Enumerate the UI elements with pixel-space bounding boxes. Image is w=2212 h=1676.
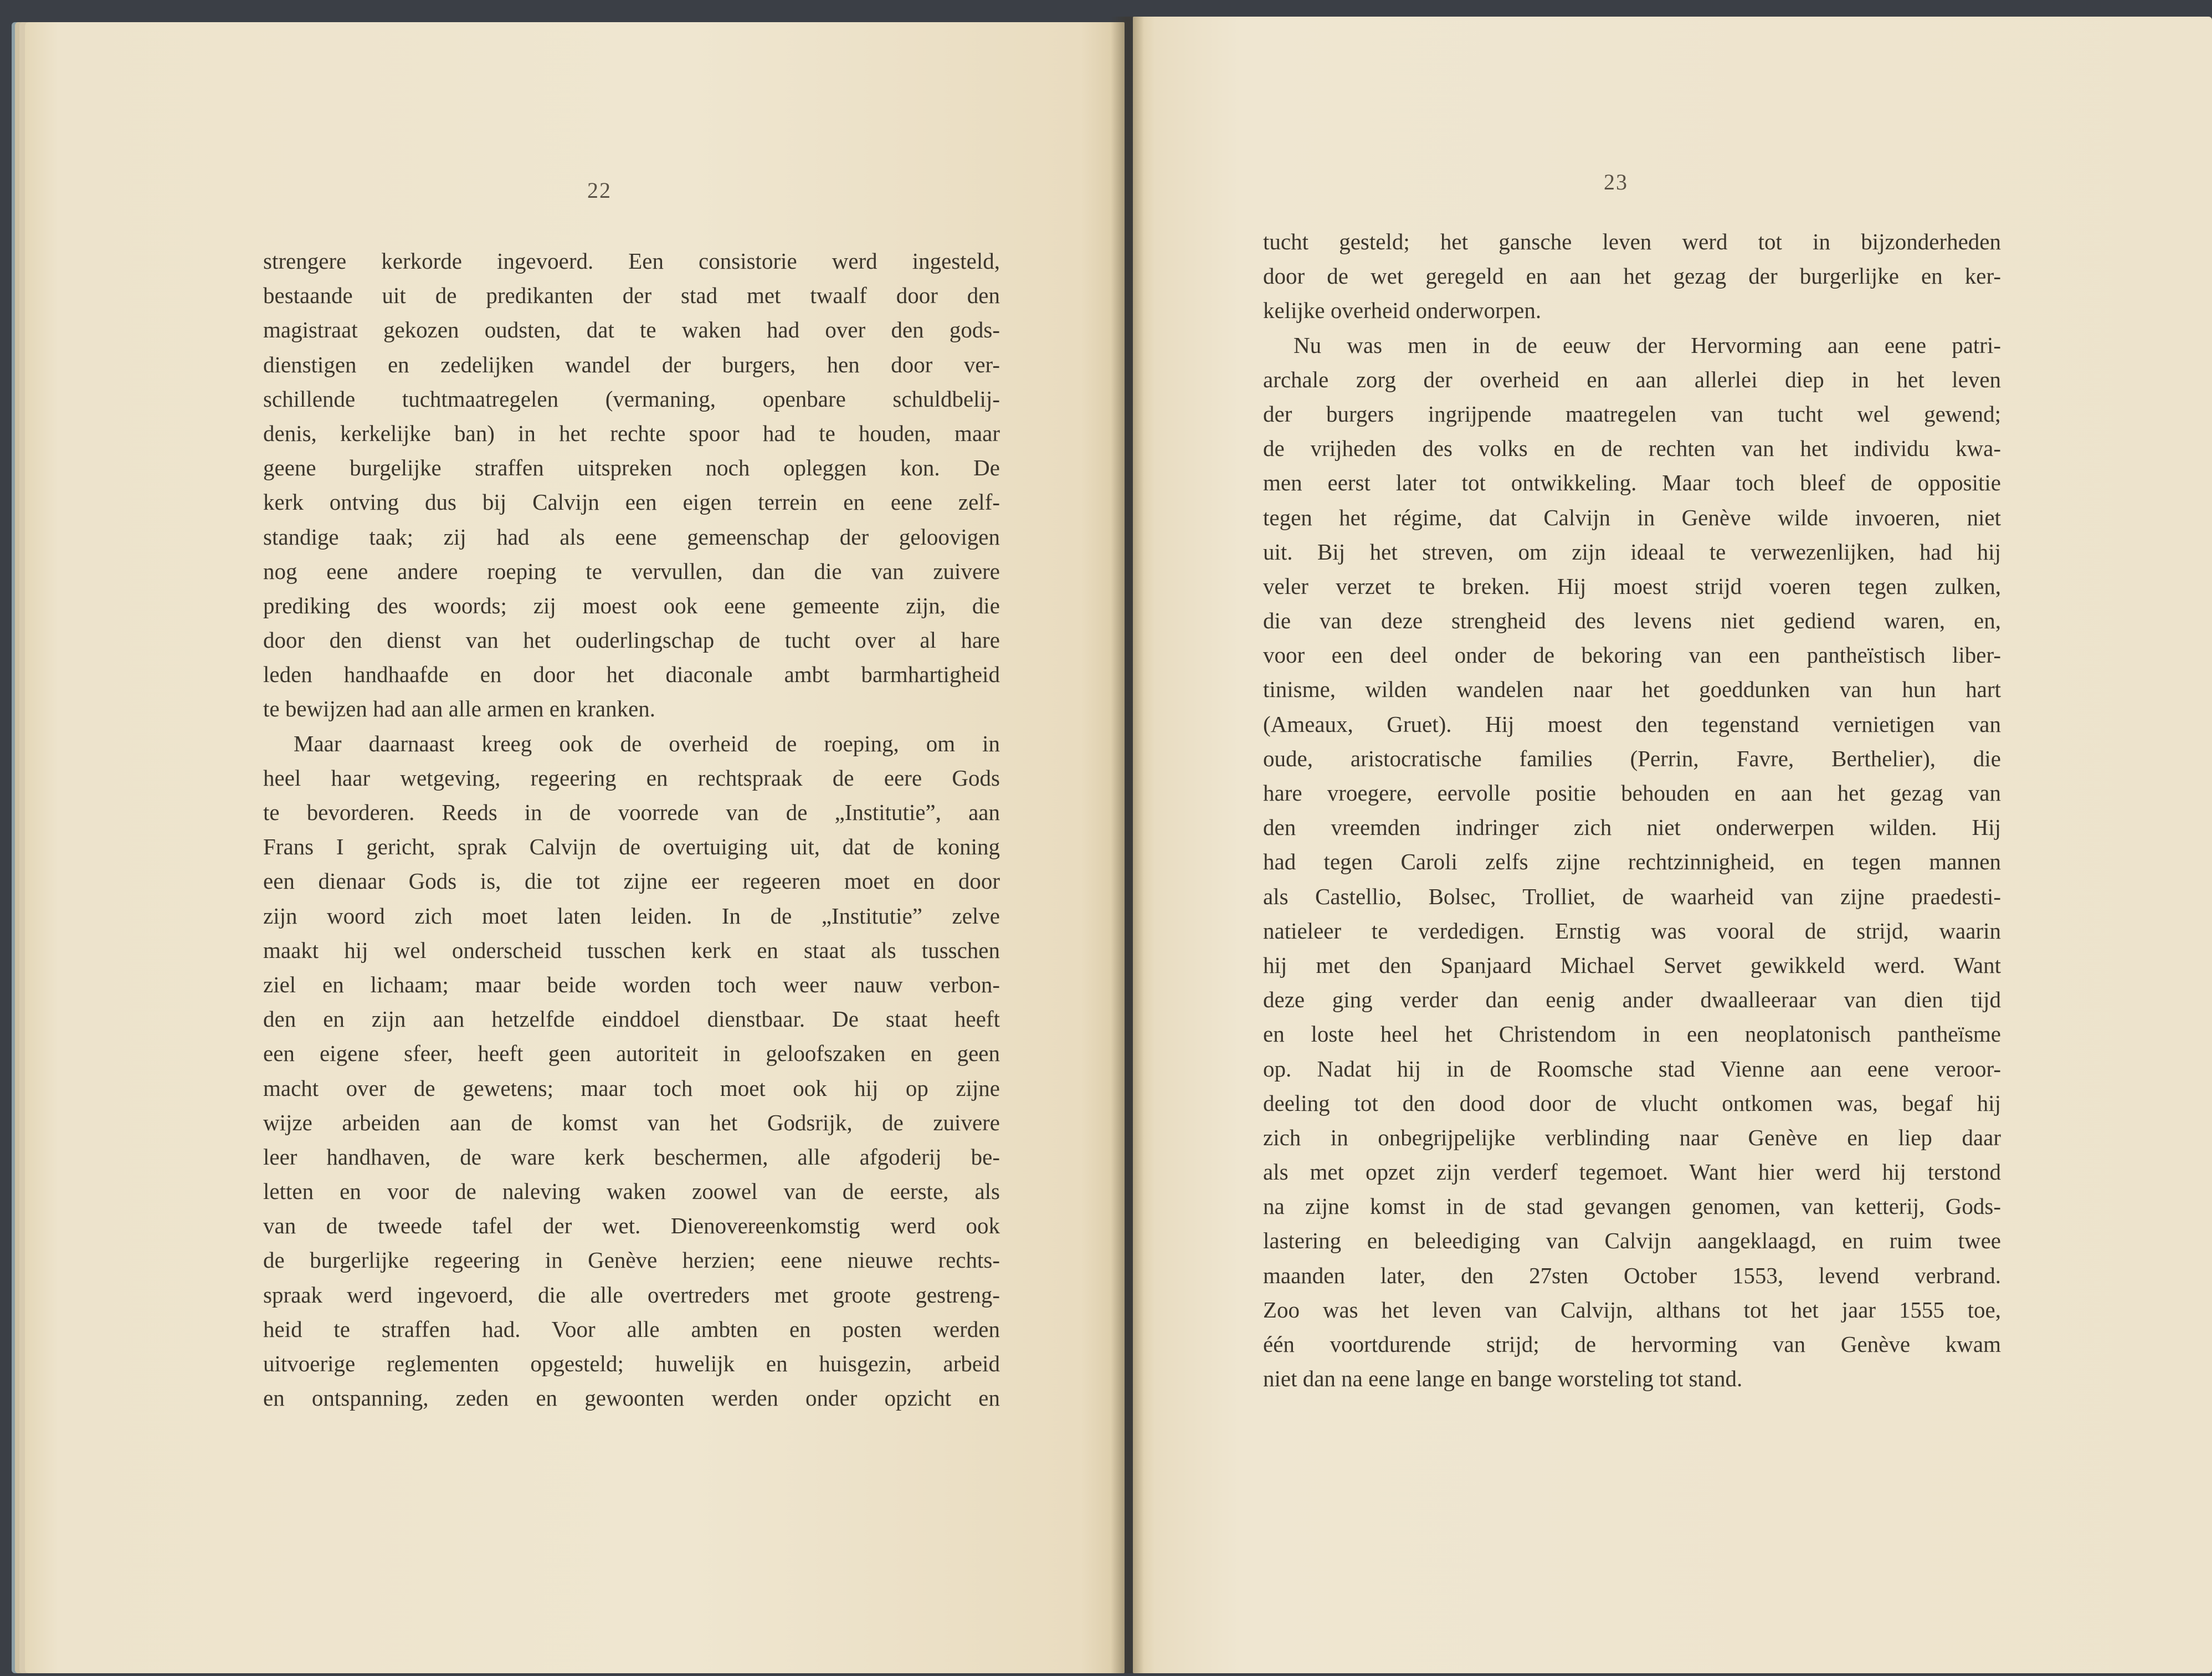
text-line: schillende tuchtmaatregelen (vermaning, openbare schuldbelij- — [263, 386, 1000, 412]
text-line: lastering en beleediging van Calvijn aangeklaagd, en ruim twee — [1263, 1228, 2001, 1254]
text-line: bestaande uit de predikanten der stad met twaalf door den — [263, 283, 1000, 309]
text-line: strengere kerkorde ingevoerd. Een consistorie werd ingesteld, — [263, 248, 1000, 274]
text-line: uitvoerige reglementen opgesteld; huwelijk en huisgezin, arbeid — [263, 1351, 1000, 1376]
text-line: voor een deel onder de bekoring van een pantheïstisch liber- — [1263, 642, 2001, 668]
left-page — [25, 22, 1125, 1673]
text-line: leden handhaafde en door het diaconale ambt barmhartigheid — [263, 662, 1000, 688]
text-line: hij met den Spanjaard Michael Servet gewikkeld werd. Want — [1263, 952, 2001, 978]
text-line: die van deze strengheid des levens niet gediend waren, en, — [1263, 608, 2001, 634]
text-line: oude, aristocratische families (Perrin, Favre, Berthelier), die — [1263, 745, 2001, 771]
text-line: één voortdurende strijd; de hervorming van Genève kwam — [1263, 1331, 2001, 1357]
text-line: te bevorderen. Reeds in de voorrede van de „Institutie”, aan — [263, 799, 1000, 825]
text-line: kelijke overheid onderworpen. — [1263, 298, 1542, 324]
page-number-left: 22 — [587, 178, 612, 203]
text-line: maanden later, den 27sten October 1553, levend verbrand. — [1263, 1262, 2001, 1288]
left-page-text — [263, 244, 1000, 1415]
text-line: letten en voor de naleving waken zoowel van de eerste, als — [263, 1178, 1000, 1205]
text-line: heel haar wetgeving, regeering en rechtspraak de eere Gods — [263, 765, 1000, 791]
text-line: tucht gesteld; het gansche leven werd tot in bijzonderheden — [1263, 229, 2001, 254]
text-line: deeling tot den dood door de vlucht ontkomen was, begaf hij — [1263, 1090, 2001, 1116]
text-line: zich in onbegrijpelijke verblinding naar Genève en liep daar — [1263, 1124, 2001, 1150]
text-line: geene burgelijke straffen uitspreken noch opleggen kon. De — [263, 455, 1000, 481]
text-line: maakt hij wel onderscheid tusschen kerk en staat als tusschen — [263, 937, 1000, 963]
text-line: een eigene sfeer, heeft geen autoriteit in geloofszaken en geen — [263, 1041, 1000, 1067]
right-page-text — [1263, 224, 2001, 1396]
text-line: Zoo was het leven van Calvijn, althans tot het jaar 1555 toe, — [1263, 1296, 2001, 1323]
text-line: als Castellio, Bolsec, Trolliet, de waarheid van zijne praedesti- — [1263, 883, 2001, 909]
text-line: door den dienst van het ouderlingschap de tucht over al hare — [263, 627, 1000, 653]
text-line: niet dan na eene lange en bange worsteling tot stand. — [1263, 1366, 1743, 1392]
text-line: zijn woord zich moet laten leiden. In de „Institutie” zelve — [263, 903, 1000, 929]
text-line: Frans I gericht, sprak Calvijn de overtuiging uit, dat de koning — [263, 834, 1000, 860]
text-line: ziel en lichaam; maar beide worden toch weer nauw verbon- — [263, 971, 1000, 997]
page-number-right: 23 — [1604, 170, 1628, 194]
text-line: tinisme, wilden wandelen naar het goeddunken van hun hart — [1263, 676, 2001, 703]
text-line: leer handhaven, de ware kerk beschermen, alle afgoderij be- — [263, 1144, 1000, 1170]
book-gutter — [1111, 17, 1144, 1673]
text-line: Maar daarnaast kreeg ook de overheid de roeping, om in — [294, 730, 1000, 756]
text-line: der burgers ingrijpende maatregelen van tucht wel gewend; — [1263, 401, 2001, 427]
text-line: men eerst later tot ontwikkeling. Maar toch bleef de oppositie — [1263, 470, 2001, 496]
text-line: uit. Bij het streven, om zijn ideaal te verwezenlijken, had hij — [1263, 539, 2001, 565]
text-line: kerk ontving dus bij Calvijn een eigen terrein en eene zelf- — [263, 489, 1000, 515]
text-line: door de wet geregeld en aan het gezag der burgerlijke en ker- — [1263, 263, 2001, 289]
text-line: had tegen Caroli zelfs zijne rechtzinnigheid, en tegen mannen — [1263, 849, 2001, 875]
text-line: wijze arbeiden aan de komst van het Godsrijk, de zuivere — [263, 1109, 1000, 1135]
text-line: van de tweede tafel der wet. Dienovereenkomstig werd ook — [263, 1213, 1000, 1239]
text-line: de vrijheden des volks en de rechten van het individu kwa- — [1263, 435, 2001, 462]
text-line: een dienaar Gods is, die tot zijne eer regeeren moet en door — [263, 868, 1000, 894]
text-line: Nu was men in de eeuw der Hervorming aan eene patri- — [1294, 332, 2001, 358]
text-line: (Ameaux, Gruet). Hij moest den tegenstand vernietigen van — [1263, 711, 2001, 737]
text-line: veler verzet te breken. Hij moest strijd voeren tegen zulken, — [1263, 573, 2001, 599]
text-line: magistraat gekozen oudsten, dat te waken had over den gods- — [263, 317, 1000, 343]
text-line: spraak werd ingevoerd, die alle overtreders met groote gestreng- — [263, 1282, 1000, 1308]
text-line: als met opzet zijn verderf tegemoet. Want hier werd hij terstond — [1263, 1159, 2001, 1185]
text-line: heid te straffen had. Voor alle ambten en posten werden — [263, 1316, 1000, 1342]
text-line: en loste heel het Christendom in een neoplatonisch pantheïsme — [1263, 1021, 2001, 1047]
text-line: dienstigen en zedelijken wandel der burgers, hen door ver- — [263, 351, 1000, 377]
text-line: natieleer te verdedigen. Ernstig was vooral de strijd, waarin — [1263, 918, 2001, 944]
text-line: denis, kerkelijke ban) in het rechte spoor had te houden, maar — [263, 420, 1000, 446]
text-line: den en zijn aan hetzelfde einddoel dienstbaar. De staat heeft — [263, 1006, 1000, 1032]
text-line: na zijne komst in de stad gevangen genomen, van ketterij, Gods- — [1263, 1193, 2001, 1219]
text-line: en ontspanning, zeden en gewoonten werden onder opzicht en — [263, 1385, 1000, 1411]
text-line: den vreemden indringer zich niet onderwerpen wilden. Hij — [1263, 814, 2001, 840]
text-line: nog eene andere roeping te vervullen, dan die van zuivere — [263, 558, 1000, 584]
text-line: te bewijzen had aan alle armen en kranken. — [263, 696, 656, 722]
text-line: deze ging verder dan eenig ander dwaalleeraar van dien tijd — [1263, 987, 2001, 1013]
text-line: tegen het régime, dat Calvijn in Genève wilde invoeren, niet — [1263, 504, 2001, 530]
text-line: archale zorg der overheid en aan allerlei diep in het leven — [1263, 366, 2001, 392]
text-line: prediking des woords; zij moest ook eene gemeente zijn, die — [263, 592, 1000, 618]
text-line: de burgerlijke regeering in Genève herzien; eene nieuwe rechts- — [263, 1247, 1000, 1273]
right-page — [1133, 17, 2212, 1673]
text-line: op. Nadat hij in de Roomsche stad Vienne aan eene veroor- — [1263, 1055, 2001, 1082]
text-line: standige taak; zij had als eene gemeenschap der geloovigen — [263, 524, 1000, 550]
text-line: hare vroegere, eervolle positie behouden en aan het gezag van — [1263, 780, 2001, 806]
text-line: macht over de gewetens; maar toch moet ook hij op zijne — [263, 1075, 1000, 1101]
